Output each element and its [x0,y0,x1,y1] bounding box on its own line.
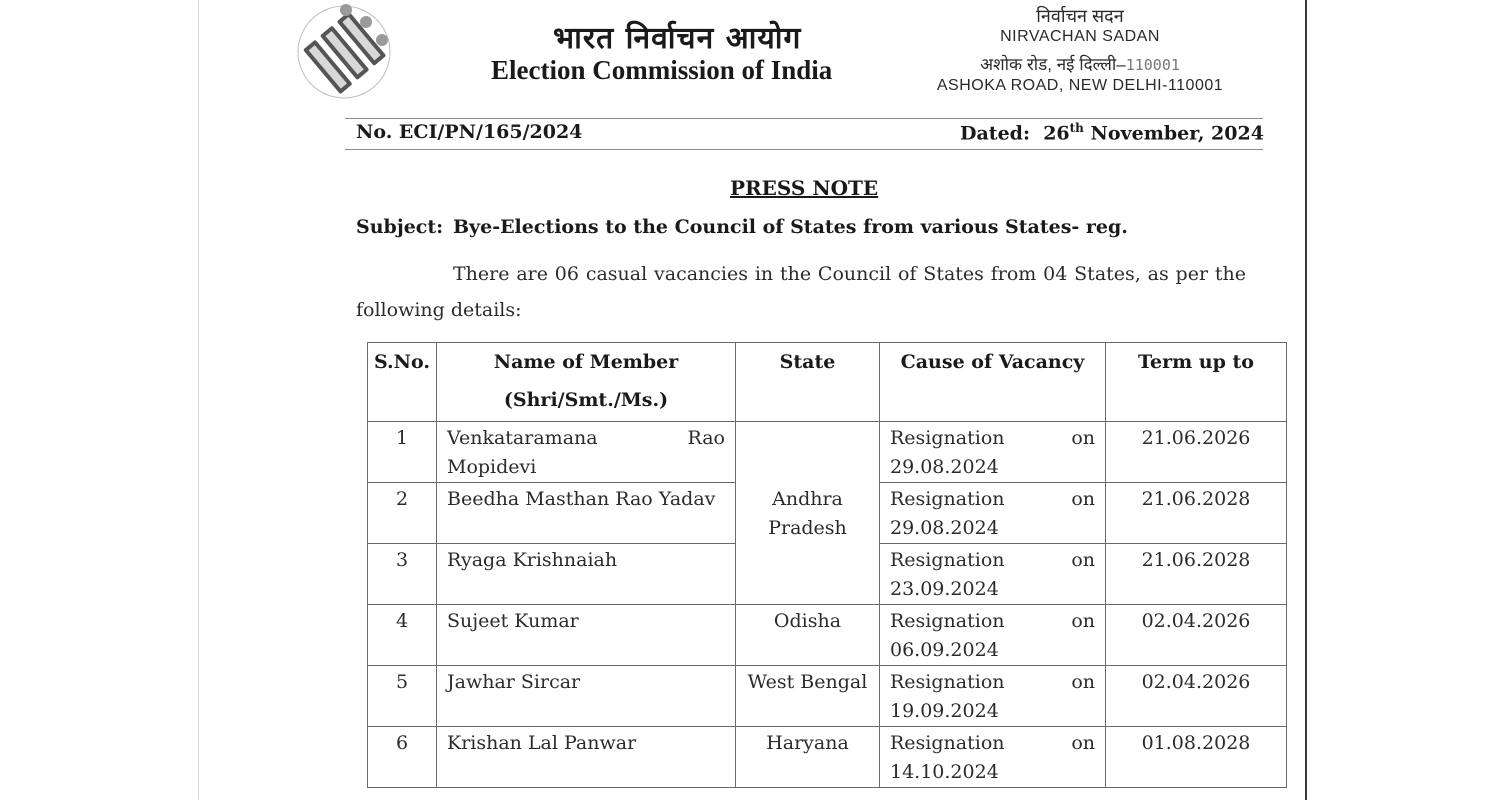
cause-on: on [1071,610,1095,632]
cell-name: Ryaga Krishnaiah [437,544,736,605]
cause-word: Resignation [890,549,1005,571]
table-row [368,605,1287,666]
subject-label: Subject: [356,216,444,238]
header-title-english: Election Commission of India [491,55,833,85]
cell-sno: 3 [368,544,437,605]
state-line-1: Andhra [772,488,843,510]
cell-name: Krishan Lal Panwar [437,727,736,788]
cause-line [890,607,1095,636]
cause-word: Resignation [890,427,1005,449]
cell-state: Odisha [736,605,880,666]
address-pin: 110001 [1125,56,1180,74]
cause-line [890,729,1095,758]
cause-word: Resignation [890,610,1005,632]
date-label: Dated: [960,122,1030,145]
cause-date: 19.09.2024 [890,700,999,722]
reference-number: No. ECI/PN/165/2024 [356,121,583,143]
cell-term: 21.06.2028 [1106,544,1287,605]
vacancy-table [367,342,1287,788]
header-name [437,343,736,422]
page-right-edge [1305,0,1307,800]
table-row [368,422,1287,483]
date-suffix: th [1069,121,1084,135]
address-line-road: ASHOKA ROAD, NEW DELHI-110001 [936,77,1224,94]
cell-name: Beedha Masthan Rao Yadav [437,483,736,544]
cause-on: on [1071,732,1095,754]
cell-cause [880,605,1106,666]
name-part-c: Mopidevi [447,456,537,478]
cell-cause [880,727,1106,788]
date-day: 26 [1043,122,1070,145]
divider-bottom [345,149,1263,150]
cause-line [890,424,1095,453]
cause-word: Resignation [890,488,1005,510]
header-name-line1: Name of Member [493,351,679,373]
address-line-building: NIRVACHAN SADAN [1000,28,1160,45]
cell-term: 02.04.2026 [1106,605,1287,666]
cause-line [890,485,1095,514]
cause-date: 23.09.2024 [890,578,999,600]
table-row [368,666,1287,727]
cell-state: West Bengal [736,666,880,727]
cell-sno: 5 [368,666,437,727]
state-line-2: Pradesh [768,517,847,539]
cause-on: on [1071,427,1095,449]
date-rest: November, 2024 [1090,122,1264,145]
cause-on: on [1071,488,1095,510]
cell-term: 21.06.2028 [1106,483,1287,544]
cell-term: 02.04.2026 [1106,666,1287,727]
cell-cause [880,422,1106,483]
subject-line [356,216,1128,238]
eci-logo-icon [288,2,400,102]
cell-cause [880,544,1106,605]
cause-date: 29.08.2024 [890,517,999,539]
page-left-edge [198,0,199,800]
cause-on: on [1071,671,1095,693]
header-sno: S.No. [368,343,437,422]
header-cause: Cause of Vacancy [880,343,1106,422]
divider-top [345,118,1263,119]
cause-word: Resignation [890,732,1005,754]
cell-cause [880,666,1106,727]
intro-paragraph: There are 06 casual vacancies in the Council of States from 04 States, as per the following details: [356,263,1246,321]
name-part-b: Rao [687,427,725,449]
cause-date: 06.09.2024 [890,639,999,661]
cell-state-merged [736,422,880,605]
cause-on: on [1071,549,1095,571]
cause-word: Resignation [890,671,1005,693]
cell-term: 01.08.2028 [1106,727,1287,788]
address-line-hindi: निर्वाचन सदन [1036,6,1124,26]
press-note-title: PRESS NOTE [730,176,879,200]
address-line-road-hindi [930,52,1230,77]
cause-line [890,668,1095,697]
cell-name: Jawhar Sircar [437,666,736,727]
cell-term: 21.06.2026 [1106,422,1287,483]
address-block [930,4,1230,101]
cell-name: Sujeet Kumar [437,605,736,666]
cell-sno: 6 [368,727,437,788]
header-term: Term up to [1106,343,1287,422]
cell-sno: 4 [368,605,437,666]
header-title-hindi: भारत निर्वाचन आयोग [553,21,802,56]
table-header-row [368,343,1287,422]
name-part-a: Venkataramana [447,427,598,449]
header-state: State [736,343,880,422]
cause-line [890,546,1095,575]
cause-date: 29.08.2024 [890,456,999,478]
address-road-hindi: अशोक रोड, नई दिल्ली– [980,55,1126,74]
table-row [368,727,1287,788]
subject-text: Bye-Elections to the Council of States from various States- reg. [453,216,1128,238]
reference-date [960,121,1264,144]
cell-sno: 1 [368,422,437,483]
cell-name [437,422,736,483]
cell-sno: 2 [368,483,437,544]
cell-state: Haryana [736,727,880,788]
header-name-line2: (Shri/Smt./Ms.) [503,389,669,411]
cell-cause [880,483,1106,544]
cause-date: 14.10.2024 [890,761,999,783]
name-line-1 [447,424,725,453]
